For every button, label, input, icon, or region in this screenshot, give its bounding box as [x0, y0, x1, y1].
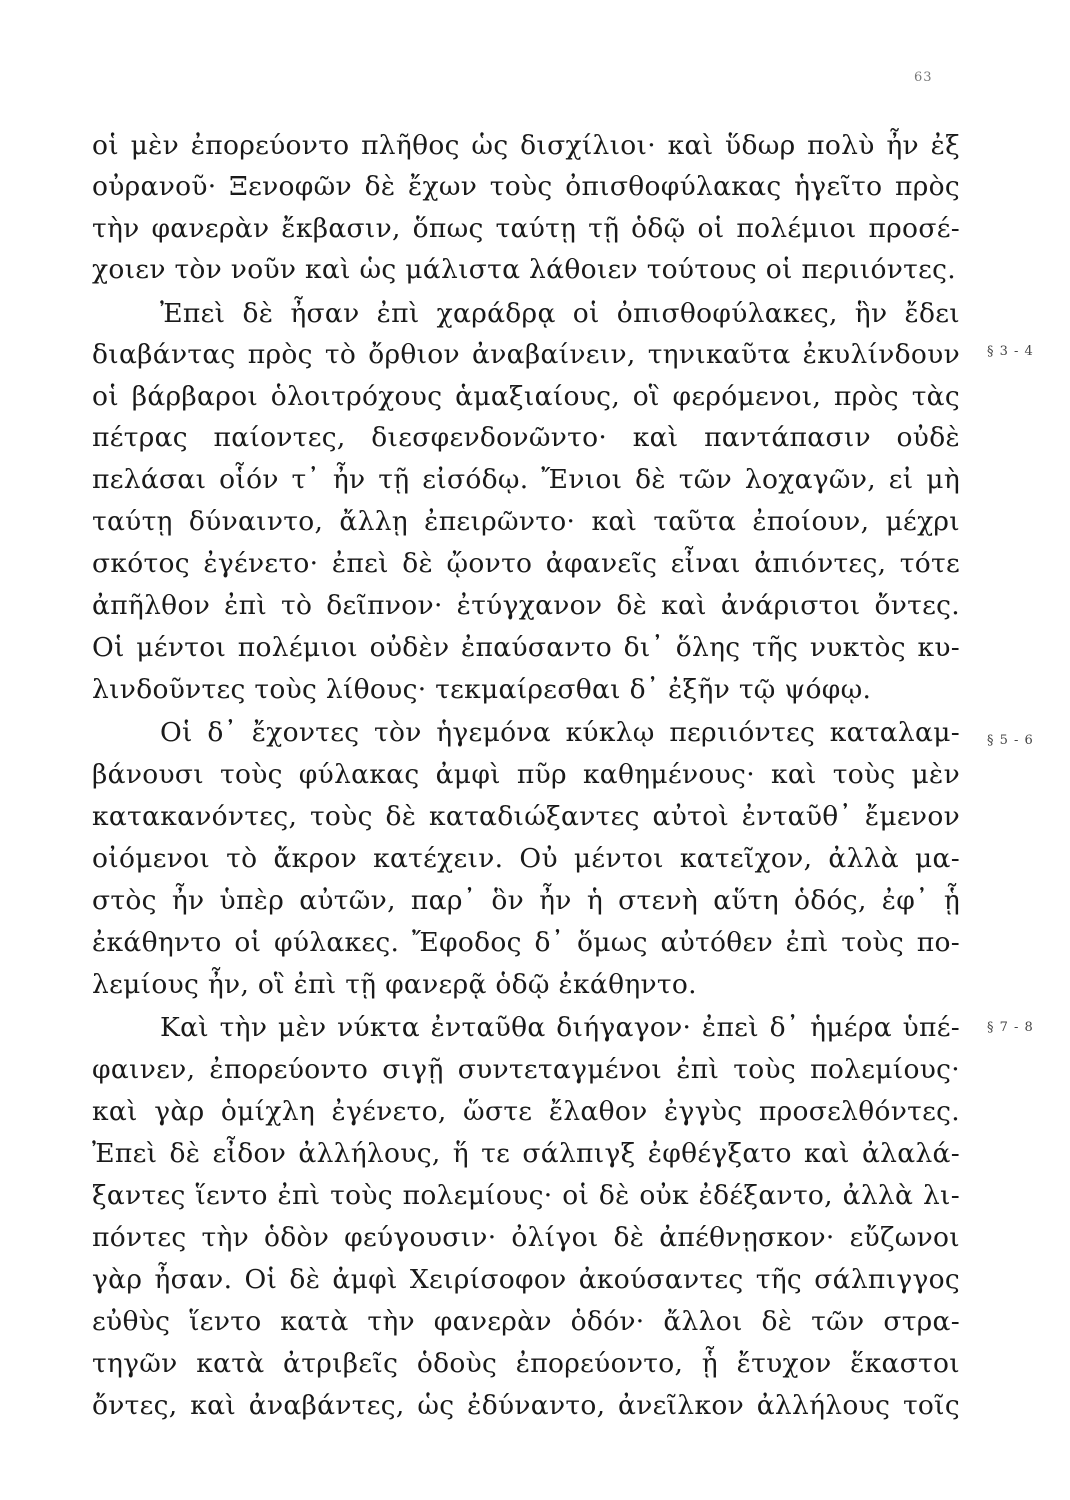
text-line: Ἐπεὶ δὲ ἦσαν ἐπὶ χαράδρᾳ οἱ ὀπισθοφύλακες, ἣν ἔδει [160, 298, 960, 329]
text-line: οἱ μὲν ἐπορεύοντο πλῆθος ὡς δισχίλιοι· καὶ ὕδωρ πολὺ ἦν ἐξ [92, 130, 960, 161]
text-line: Οἱ δ᾽ ἔχοντες τὸν ἡγεμόνα κύκλῳ περιιόντες καταλαμ- [160, 717, 960, 748]
text-line: καὶ γὰρ ὁμίχλη ἐγένετο, ὥστε ἔλαθον ἐγγὺς προσελθόντες. [92, 1096, 960, 1127]
text-line: βάνουσι τοὺς φύλακας ἀμφὶ πῦρ καθημένους· καὶ τοὺς μὲν [92, 759, 960, 790]
text-line: εὐθὺς ἵεντο κατὰ τὴν φανερὰν ὁδόν· ἄλλοι δὲ τῶν στρα- [92, 1306, 960, 1337]
text-line: διαβάντας πρὸς τὸ ὄρθιον ἀναβαίνειν, τηνικαῦτα ἐκυλίνδουν [92, 339, 960, 370]
text-line: σκότος ἐγένετο· ἐπεὶ δὲ ᾤοντο ἀφανεῖς εἶναι ἀπιόντες, τότε [92, 548, 960, 579]
text-line: λινδοῦντες τοὺς λίθους· τεκμαίρεσθαι δ᾽ ἐξῆν τῷ ψόφῳ. [92, 674, 872, 705]
text-line: πελάσαι οἷόν τ᾽ ἦν τῇ εἰσόδῳ. Ἔνιοι δὲ τῶν λοχαγῶν, εἰ μὴ [92, 464, 960, 495]
text-line: γὰρ ἦσαν. Οἱ δὲ ἀμφὶ Χειρίσοφον ἀκούσαντες τῆς σάλπιγγος [92, 1264, 960, 1295]
text-line: χοιεν τὸν νοῦν καὶ ὡς μάλιστα λάθοιεν τούτους οἱ περιιόντες. [92, 254, 956, 285]
text-line: ὄντες, καὶ ἀναβάντες, ὡς ἐδύναντο, ἀνεῖλκον ἀλλήλους τοῖς [92, 1390, 960, 1421]
text-line: ξαντες ἵεντο ἐπὶ τοὺς πολεμίους· οἱ δὲ οὐκ ἐδέξαντο, ἀλλὰ λι- [92, 1180, 960, 1211]
section-marker: § 5 - 6 [987, 733, 1034, 748]
text-line: ἐκάθηντο οἱ φύλακες. Ἔφοδος δ᾽ ὅμως αὐτόθεν ἐπὶ τοὺς πο- [92, 927, 960, 958]
text-line: τηγῶν κατὰ ἀτριβεῖς ὁδοὺς ἐπορεύοντο, ᾗ ἔτυχον ἕκαστοι [92, 1348, 960, 1379]
text-line: τὴν φανερὰν ἔκβασιν, ὅπως ταύτῃ τῇ ὁδῷ οἱ πολέμιοι προσέ- [92, 213, 960, 244]
section-marker: § 7 - 8 [987, 1020, 1034, 1035]
text-line: Ἐπεὶ δὲ εἶδον ἀλλήλους, ἥ τε σάλπιγξ ἐφθέγξατο καὶ ἀλαλά- [92, 1138, 960, 1169]
text-line: κατακανόντες, τοὺς δὲ καταδιώξαντες αὐτοὶ ἐνταῦθ᾽ ἔμενον [92, 801, 960, 832]
text-line: οὐρανοῦ· Ξενοφῶν δὲ ἔχων τοὺς ὀπισθοφύλακας ἡγεῖτο πρὸς [92, 171, 960, 202]
section-marker: § 3 - 4 [987, 344, 1034, 359]
text-line: πέτρας παίοντες, διεσφενδονῶντο· καὶ παντάπασιν οὐδὲ [92, 422, 960, 453]
text-line: οἰόμενοι τὸ ἄκρον κατέχειν. Οὐ μέντοι κατεῖχον, ἀλλὰ μα- [92, 843, 960, 874]
text-line: Καὶ τὴν μὲν νύκτα ἐνταῦθα διήγαγον· ἐπεὶ δ᾽ ἡμέρα ὑπέ- [160, 1012, 960, 1043]
page-number: 63 [914, 70, 933, 85]
text-line: λεμίους ἦν, οἳ ἐπὶ τῇ φανερᾷ ὁδῷ ἐκάθηντο. [92, 969, 697, 1000]
text-line: φαινεν, ἐπορεύοντο σιγῇ συντεταγμένοι ἐπὶ τοὺς πολεμίους· [92, 1054, 960, 1085]
text-line: οἱ βάρβαροι ὁλοιτρόχους ἁμαξιαίους, οἳ φερόμενοι, πρὸς τὰς [92, 381, 960, 412]
text-line: στὸς ἦν ὑπὲρ αὐτῶν, παρ᾽ ὃν ἦν ἡ στενὴ αὕτη ὁδός, ἐφ᾽ ᾗ [92, 885, 960, 916]
text-line: ἀπῆλθον ἐπὶ τὸ δεῖπνον· ἐτύγχανον δὲ καὶ ἀνάριστοι ὄντες. [92, 590, 960, 621]
text-line: ταύτῃ δύναιντο, ἄλλῃ ἐπειρῶντο· καὶ ταῦτα ἐποίουν, μέχρι [92, 506, 960, 537]
text-line: πόντες τὴν ὁδὸν φεύγουσιν· ὀλίγοι δὲ ἀπέθνῃσκον· εὔζωνοι [92, 1222, 960, 1253]
text-line: Οἱ μέντοι πολέμιοι οὐδὲν ἐπαύσαντο δι᾽ ὅλης τῆς νυκτὸς κυ- [92, 632, 960, 663]
